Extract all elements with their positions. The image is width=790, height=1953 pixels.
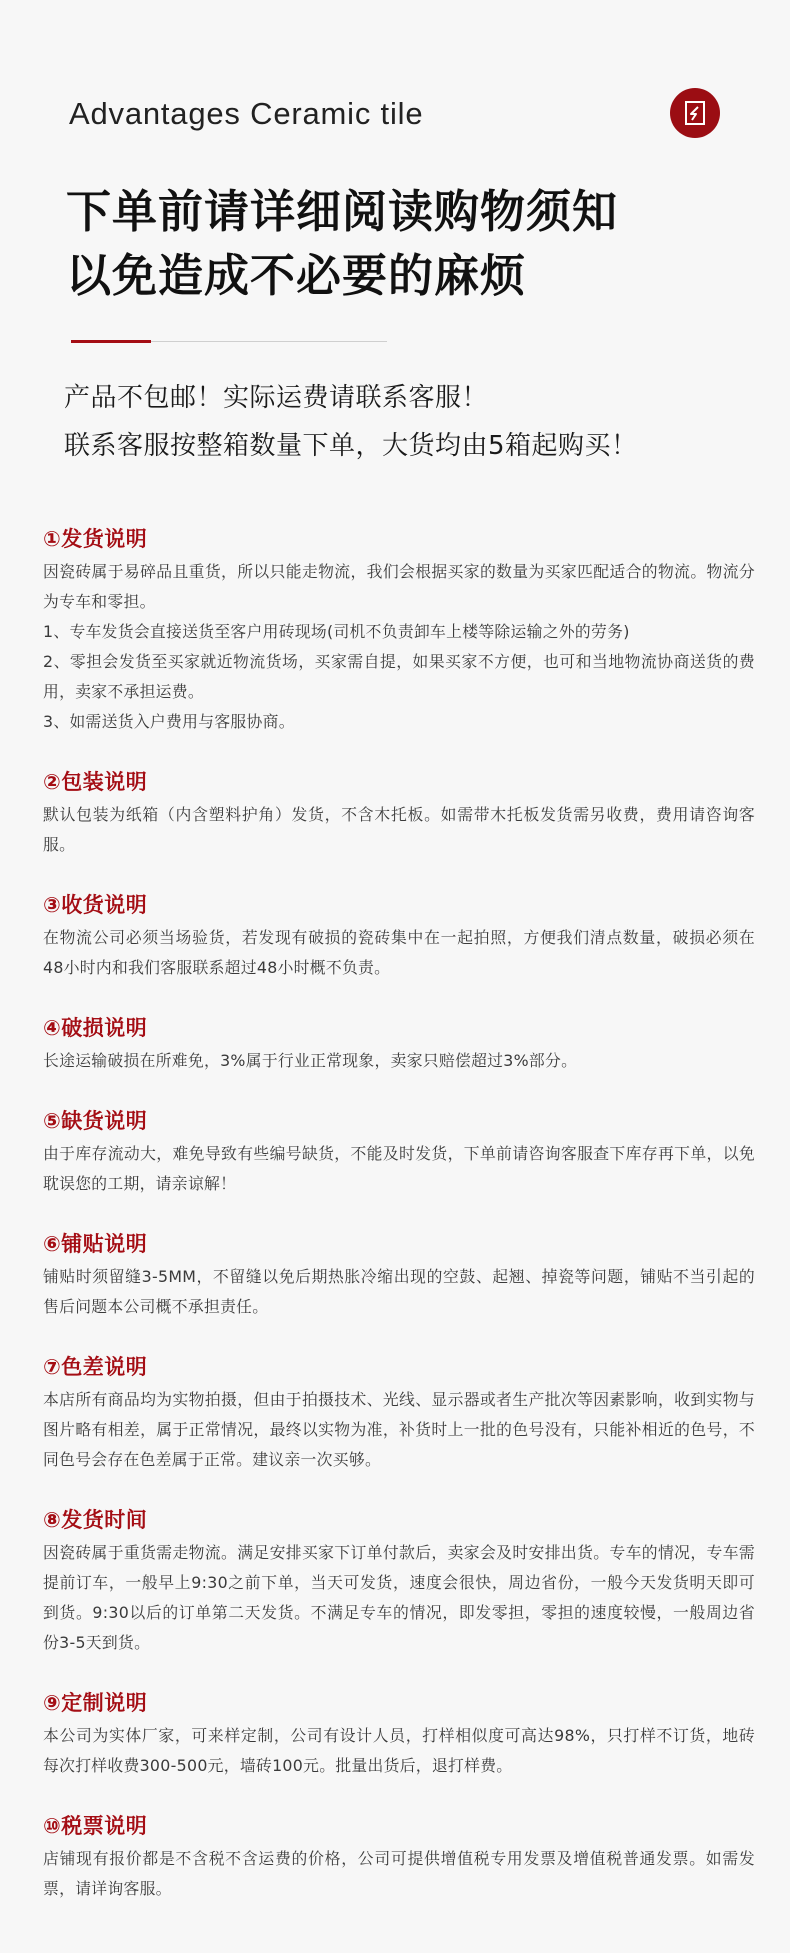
headline [66, 180, 756, 308]
section-packaging [43, 767, 755, 860]
headline-line-1: 下单前请详细阅读购物须知 [66, 185, 619, 238]
section-paragraph: 铺贴时须留缝3-5MM，不留缝以免后期热胀冷缩出现的空鼓、起翘、掉瓷等问题，铺贴不当引起的售后问题本公司概不承担责任。 [43, 1267, 755, 1316]
section-paragraph: 因瓷砖属于易碎品且重货，所以只能走物流，我们会根据买家的数量为买家匹配适合的物流。物流分为专车和零担。 [43, 562, 755, 611]
notice-sections [43, 524, 755, 1934]
section-title: ④破损说明 [43, 1016, 148, 1040]
section-title: ⑤缺货说明 [43, 1109, 148, 1133]
section-paragraph: 本公司为实体厂家，可来样定制，公司有设计人员，打样相似度可高达98%，只打样不订货，地砖每次打样收费300-500元，墙砖100元。批量出货后，退打样费。 [43, 1726, 755, 1775]
section-paragraph: 因瓷砖属于重货需走物流。满足安排买家下订单付款后，卖家会及时安排出货。专车的情况，专车需提前订车，一般早上9:30之前下单，当天可发货，速度会很快，周边省份，一般今天发货明天即可到货。9:30以后的订单第二天发货。不满足专车的情况，即发零担，零担的速度较慢，一般周边省份3-5天到货。 [43, 1543, 755, 1652]
section-paragraph: 默认包装为纸箱（内含塑料护角）发货，不含木托板。如需带木托板发货需另收费，费用请咨询客服。 [43, 805, 755, 854]
headline-line-2: 以免造成不必要的麻烦 [66, 249, 527, 302]
section-color-difference [43, 1352, 755, 1475]
section-shipping [43, 524, 755, 737]
section-paragraph: 由于库存流动大，难免导致有些编号缺货，不能及时发货，下单前请咨询客服查下库存再下单，以免耽误您的工期，请亲谅解！ [43, 1144, 755, 1193]
section-title: ⑥铺贴说明 [43, 1232, 148, 1256]
tile-logo-icon [670, 88, 720, 138]
section-paragraph: 1、专车发货会直接送货至客户用砖现场(司机不负责卸车上楼等除运输之外的劳务) [43, 622, 630, 641]
section-customization [43, 1688, 755, 1781]
section-receiving [43, 890, 755, 983]
section-stockout [43, 1106, 755, 1199]
section-paragraph: 本店所有商品均为实物拍摄，但由于拍摄技术、光线、显示器或者生产批次等因素影响，收到实物与图片略有相差，属于正常情况，最终以实物为准，补货时上一批的色号没有，只能补相近的色号，不同色号会存在色差属于正常。建议亲一次买够。 [43, 1390, 755, 1469]
section-invoice [43, 1811, 755, 1904]
tile-logo-icon-graphic [682, 100, 708, 126]
section-paragraph: 长途运输破损在所难免，3%属于行业正常现象，卖家只赔偿超过3%部分。 [43, 1051, 578, 1070]
section-title: ⑨定制说明 [43, 1691, 148, 1715]
brand-title: Advantages Ceramic tile [69, 96, 424, 131]
section-paragraph: 3、如需送货入户费用与客服协商。 [43, 712, 295, 731]
shipping-notice [64, 374, 764, 470]
section-title: ⑦色差说明 [43, 1355, 148, 1379]
divider-accent [71, 340, 151, 343]
section-paragraph: 在物流公司必须当场验货，若发现有破损的瓷砖集中在一起拍照，方便我们清点数量，破损必须在48小时内和我们客服联系超过48小时概不负责。 [43, 928, 755, 977]
shipping-notice-line-2: 联系客服按整箱数量下单，大货均由5箱起购买！ [64, 431, 638, 461]
section-laying [43, 1229, 755, 1322]
section-paragraph: 店铺现有报价都是不含税不含运费的价格，公司可提供增值税专用发票及增值税普通发票。如需发票，请详询客服。 [43, 1849, 755, 1898]
shipping-notice-line-1: 产品不包邮！实际运费请联系客服！ [64, 383, 489, 413]
section-title: ③收货说明 [43, 893, 148, 917]
section-title: ⑩税票说明 [43, 1814, 148, 1838]
section-delivery-time [43, 1505, 755, 1658]
section-title: ⑧发货时间 [43, 1508, 148, 1532]
section-damage [43, 1013, 755, 1076]
section-paragraph: 2、零担会发货至买家就近物流货场，买家需自提，如果买家不方便，也可和当地物流协商送货的费用，卖家不承担运费。 [43, 652, 755, 701]
section-title: ①发货说明 [43, 527, 148, 551]
section-title: ②包装说明 [43, 770, 148, 794]
